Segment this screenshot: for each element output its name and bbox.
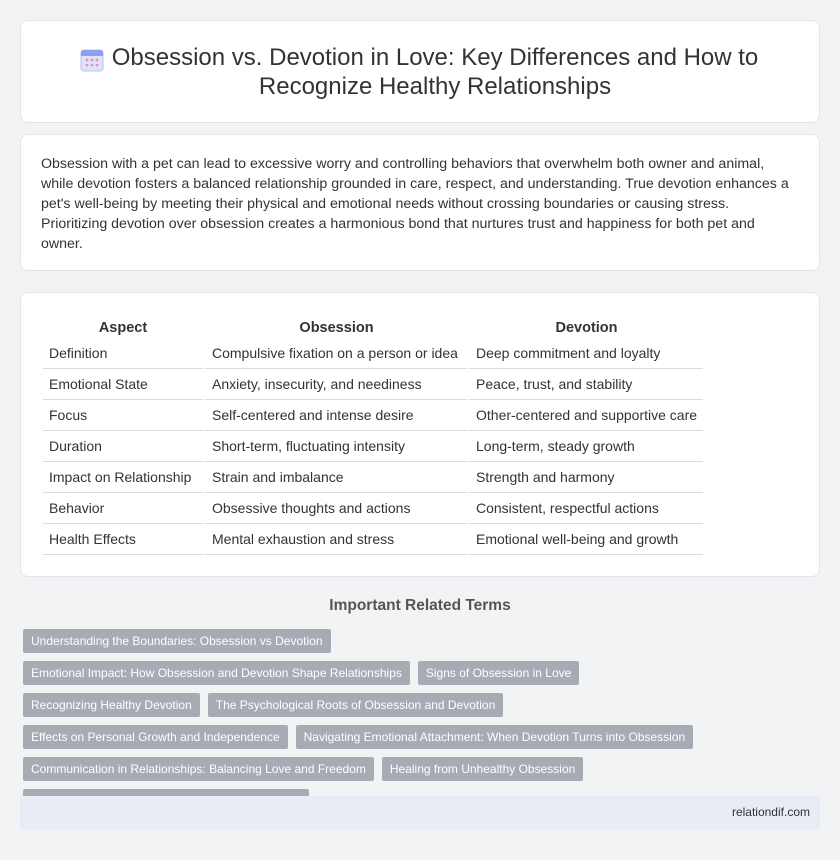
table-cell: Long-term, steady growth xyxy=(467,431,703,462)
column-header-obsession: Obsession xyxy=(203,315,467,338)
table-cell: Focus xyxy=(43,400,203,431)
related-terms-list xyxy=(23,629,723,821)
table-row xyxy=(43,338,703,369)
related-term-tag[interactable]: Navigating Emotional Attachment: When Devotion Turns into Obsession xyxy=(296,725,694,749)
table-cell: Obsessive thoughts and actions xyxy=(203,493,467,524)
table-cell: Impact on Relationship xyxy=(43,462,203,493)
table-cell: Deep commitment and loyalty xyxy=(467,338,703,369)
footer-site-name[interactable]: relationdif.com xyxy=(731,805,810,819)
table-cell: Duration xyxy=(43,431,203,462)
related-term-tag[interactable]: The Psychological Roots of Obsession and Devotion xyxy=(208,693,504,717)
related-term-tag[interactable]: Signs of Obsession in Love xyxy=(418,661,579,685)
related-term-tag[interactable]: Communication in Relationships: Balancing Love and Freedom xyxy=(23,757,374,781)
table-row xyxy=(43,431,703,462)
table-row xyxy=(43,493,703,524)
related-term-tag[interactable]: Healing from Unhealthy Obsession xyxy=(382,757,583,781)
table-cell: Self-centered and intense desire xyxy=(203,400,467,431)
related-term-tag[interactable]: Emotional Impact: How Obsession and Devotion Shape Relationships xyxy=(23,661,410,685)
table-cell: Definition xyxy=(43,338,203,369)
table-row xyxy=(43,462,703,493)
related-terms-heading: Important Related Terms xyxy=(329,597,511,614)
table-cell: Behavior xyxy=(43,493,203,524)
column-header-devotion: Devotion xyxy=(467,315,703,338)
comparison-table-card xyxy=(20,292,820,577)
table-row xyxy=(43,400,703,431)
intro-paragraph: Obsession with a pet can lead to excessive worry and controlling behaviors that overwhelm both owner and animal, while devotion fosters a balanced relationship grounded in care, respect, and understanding. True devotion enhances a pet's well-being by meeting their physical and emotional needs without crossing boundaries or causing stress. Prioritizing devotion over obsession creates a harmonious bond that nurtures trust and happiness for both pet and owner. xyxy=(41,156,789,252)
table-cell: Strength and harmony xyxy=(467,462,703,493)
table-cell: Emotional well-being and growth xyxy=(467,524,703,555)
table-row xyxy=(43,524,703,555)
table-header-row xyxy=(43,315,703,338)
related-term-tag[interactable]: Understanding the Boundaries: Obsession vs Devotion xyxy=(23,629,331,653)
table-cell: Anxiety, insecurity, and neediness xyxy=(203,369,467,400)
related-term-tag[interactable]: Recognizing Healthy Devotion xyxy=(23,693,200,717)
table-cell: Compulsive fixation on a person or idea xyxy=(203,338,467,369)
table-cell: Emotional State xyxy=(43,369,203,400)
page-title: Obsession vs. Devotion in Love: Key Differences and How to Recognize Healthy Relationships xyxy=(111,43,759,100)
table-cell: Mental exhaustion and stress xyxy=(203,524,467,555)
table-cell: Consistent, respectful actions xyxy=(467,493,703,524)
header-card xyxy=(20,20,820,123)
table-cell: Strain and imbalance xyxy=(203,462,467,493)
table-cell: Peace, trust, and stability xyxy=(467,369,703,400)
comparison-table xyxy=(43,315,703,555)
related-term-tag[interactable]: Effects on Personal Growth and Independence xyxy=(23,725,288,749)
table-cell: Health Effects xyxy=(43,524,203,555)
table-cell: Short-term, fluctuating intensity xyxy=(203,431,467,462)
intro-card xyxy=(20,134,820,271)
table-cell: Other-centered and supportive care xyxy=(467,400,703,431)
column-header-aspect: Aspect xyxy=(98,320,148,336)
table-row xyxy=(43,369,703,400)
footer xyxy=(20,796,820,830)
